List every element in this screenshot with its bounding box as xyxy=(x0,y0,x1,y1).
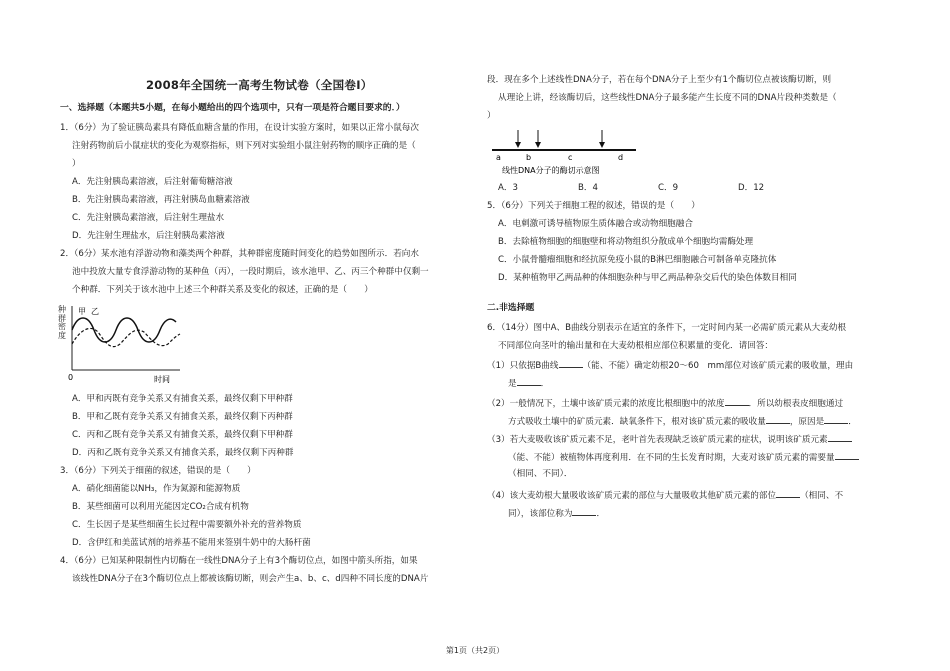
exam-title: 2008年全国统一高考生物试卷（全国卷Ⅰ） xyxy=(146,78,373,92)
answer-blank[interactable] xyxy=(766,415,790,424)
q6-part4-text-b: （相同、不 xyxy=(800,491,844,501)
section1-heading: 一、选择题（本题共5小题，在每小题给出的四个选项中，只有一项是符合题目要求的．） xyxy=(60,103,405,113)
page-number: 第1页（共2页） xyxy=(445,646,505,655)
period: ． xyxy=(848,417,857,427)
chart-label-yi: 乙 xyxy=(91,307,99,316)
q1-option-a: A．先注射胰岛素溶液，后注射葡萄糖溶液 xyxy=(72,177,233,187)
q1-option-b: B．先注射胰岛素溶液，再注射胰岛血糖素溶液 xyxy=(72,195,250,205)
q2-option-d: D．丙和乙既有竞争关系又有捕食关系，最终仅剩下丙种群 xyxy=(72,448,294,458)
curve-jia xyxy=(72,318,176,342)
q6-part3-text-a: （3）若大麦吸收该矿质元素不足，老叶首先表现缺乏该矿质元素的症状，说明该矿质元素 xyxy=(487,435,828,445)
q5-option-d: D．某种植物甲乙两品种的体细胞杂种与甲乙两品种杂交后代的染色体数目相同 xyxy=(498,273,797,283)
q6-part2-text-c: 方式吸收土壤中的矿质元素．缺氧条件下，根对该矿质元素的吸收量 xyxy=(508,417,766,427)
q1-option-d: D．先注射生理盐水，后注射胰岛素溶液 xyxy=(72,231,225,241)
q6-part3-line2 xyxy=(508,451,859,464)
chart-label-jia: 甲 xyxy=(78,307,86,316)
q2-option-a: A．甲和丙既有竞争关系又有捕食关系，最终仅剩下甲种群 xyxy=(72,394,293,404)
cut-arrow-2-head xyxy=(535,142,541,148)
q6-part2-line2 xyxy=(508,415,857,428)
q4-line1: 4．（6分）已知某种限制性内切酶在一线性DNA分子上有3个酶切位点，如图中箭头所指，如果 xyxy=(60,556,418,566)
q5-line: 5．（6分）下列关于细胞工程的叙述，错误的是（ ） xyxy=(487,201,700,211)
dna-label-b: b xyxy=(526,153,532,162)
q3-option-d: D．含伊红和美蓝试剂的培养基不能用来签别牛奶中的大肠杆菌 xyxy=(72,538,311,548)
section2-heading: 二.非选择题 xyxy=(487,303,535,313)
q6-line2: 不同部位向茎叶的输出量和在大麦幼根相应部位积累量的变化．请回答： xyxy=(498,341,774,351)
cut-arrow-1-head xyxy=(515,142,521,148)
q6-part2-line1 xyxy=(487,397,843,410)
q6-part4-text-a: （4）该大麦幼根大量吸收该矿质元素的部位与大量吸收其他矿质元素的部位 xyxy=(487,491,777,501)
q4-line4: 从理论上讲，经该酶切后，这些线性DNA分子最多能产生长度不同的DNA片段种类数是（ xyxy=(498,93,837,103)
dna-label-a: a xyxy=(496,153,501,162)
answer-blank[interactable] xyxy=(776,489,800,498)
answer-blank[interactable] xyxy=(559,359,583,368)
answer-blank[interactable] xyxy=(824,415,848,424)
answer-blank[interactable] xyxy=(835,451,859,460)
q6-part4-text-c: 同），该部位称为 xyxy=(508,509,573,519)
q6-part3-line1 xyxy=(487,433,852,446)
q4-line2: 该线性DNA分子在3个酶切位点上都被该酶切断，则会产生a、b、c、d四种不同长度的DNA片 xyxy=(72,574,429,584)
answer-blank[interactable] xyxy=(828,433,852,442)
q6-part4-line2 xyxy=(508,507,605,520)
period: ． xyxy=(540,379,550,389)
chart-ylabel: 种群密度 xyxy=(58,305,66,340)
q6-part1-line1 xyxy=(487,359,853,372)
period: ． xyxy=(596,509,606,519)
q6-part2-text-a: （2）一般情况下，土壤中该矿质元素的浓度比根细胞中的浓度 xyxy=(487,399,725,409)
dna-label-c: c xyxy=(568,153,573,162)
q2-line3: 个种群．下列关于该水池中上述三个种群关系及变化的叙述，正确的是（ ） xyxy=(72,285,373,295)
answer-blank[interactable] xyxy=(517,377,541,386)
q3-option-b: B．某些细菌可以利用光能因定CO₂合成有机物 xyxy=(72,502,249,512)
q1-line1: 1．（6分）为了验证胰岛素具有降低血糖含量的作用，在设计实验方案时，如果以正常小鼠每次 xyxy=(60,123,419,133)
q6-part1-text-c: 是 xyxy=(508,379,517,389)
q1-line2: 注射药物前后小鼠症状的变化为观察指标，则下列对实验组小鼠注射药物的顺序正确的是（ xyxy=(72,141,416,151)
q6-part1-text-a: （1）只依据B曲线 xyxy=(487,361,559,371)
q6-line1: 6．（14分）图中A、B曲线分别表示在适宜的条件下，一定时间内某一必需矿质元素从大麦幼根 xyxy=(487,323,847,333)
chart-origin: 0 xyxy=(68,373,74,382)
dna-cut-diagram xyxy=(490,128,640,178)
curve-yi xyxy=(72,328,180,346)
q5-option-c: C．小鼠骨髓瘤细胞和经抗原免疫小鼠的B淋巴细胞融合可制备单克隆抗体 xyxy=(498,255,777,265)
q6-part3-line3: （相同、不同）． xyxy=(508,469,573,479)
q4-option-b: B．4 xyxy=(578,183,598,193)
q4-option-d: D．12 xyxy=(738,183,765,193)
q2-option-b: B．甲和乙既有竞争关系又有捕食关系，最终仅剩下丙种群 xyxy=(72,412,293,422)
q5-option-a: A．电刺激可诱导植物原生质体融合或动物细胞融合 xyxy=(498,219,693,229)
q3-option-a: A．硝化细菌能以NH₃，作为氮源和能源物质 xyxy=(72,484,241,494)
q4-option-c: C．9 xyxy=(658,183,679,193)
dna-caption: 线性DNA分子的酶切示意图 xyxy=(502,166,600,175)
q4-line5: ） xyxy=(487,111,496,121)
q6-part1-text-b: （能、不能）确定幼根20～60 mm部位对该矿质元素的吸收量，理由 xyxy=(582,361,854,371)
q2-line2: 池中投放大量专食浮游动物的某种鱼（丙），一段时期后，该水池甲、乙、丙三个种群中仅剩一 xyxy=(72,267,429,277)
q5-option-b: B．去除植物细胞的细胞壁和将动物组织分散成单个细胞均需酶处理 xyxy=(498,237,754,247)
q2-line1: 2．（6分）某水池有浮游动物和藻类两个种群，其种群密度随时间变化的趋势如图所示．若向水 xyxy=(60,249,419,259)
q4-option-a: A．3 xyxy=(498,183,518,193)
q1-line3: ） xyxy=(72,159,81,169)
population-density-chart xyxy=(58,300,188,384)
q2-option-c: C．丙和乙既有竞争关系又有捕食关系，最终仅剩下甲种群 xyxy=(72,430,293,440)
chart-xlabel: 时间 xyxy=(154,375,170,384)
q6-part1-line2 xyxy=(508,377,549,390)
answer-blank[interactable] xyxy=(725,397,749,406)
q3-line: 3．（6分）下列关于细菌的叙述，错误的是（ ） xyxy=(60,466,256,476)
q4-line3: 段．现在多个上述线性DNA分子，若在每个DNA分子上至少有1个酶切位点被该酶切断，则 xyxy=(487,75,832,85)
q1-option-c: C．先注射胰岛素溶液，后注射生理盐水 xyxy=(72,213,225,223)
answer-blank[interactable] xyxy=(572,507,596,516)
q6-part2-text-b: ．所以幼根表皮细胞通过 xyxy=(748,399,844,409)
q3-option-c: C．生长因子是某些细菌生长过程中需要额外补充的营养物质 xyxy=(72,520,302,530)
dna-label-d: d xyxy=(618,153,624,162)
q6-part4-line1 xyxy=(487,489,843,502)
cut-arrow-3-head xyxy=(599,142,605,148)
q6-part3-text-b: （能、不能）被植物体再度利用．在不同的生长发育时期，大麦对该矿质元素的需要量 xyxy=(508,453,835,463)
q6-part2-text-d: ，原因是 xyxy=(789,417,825,427)
